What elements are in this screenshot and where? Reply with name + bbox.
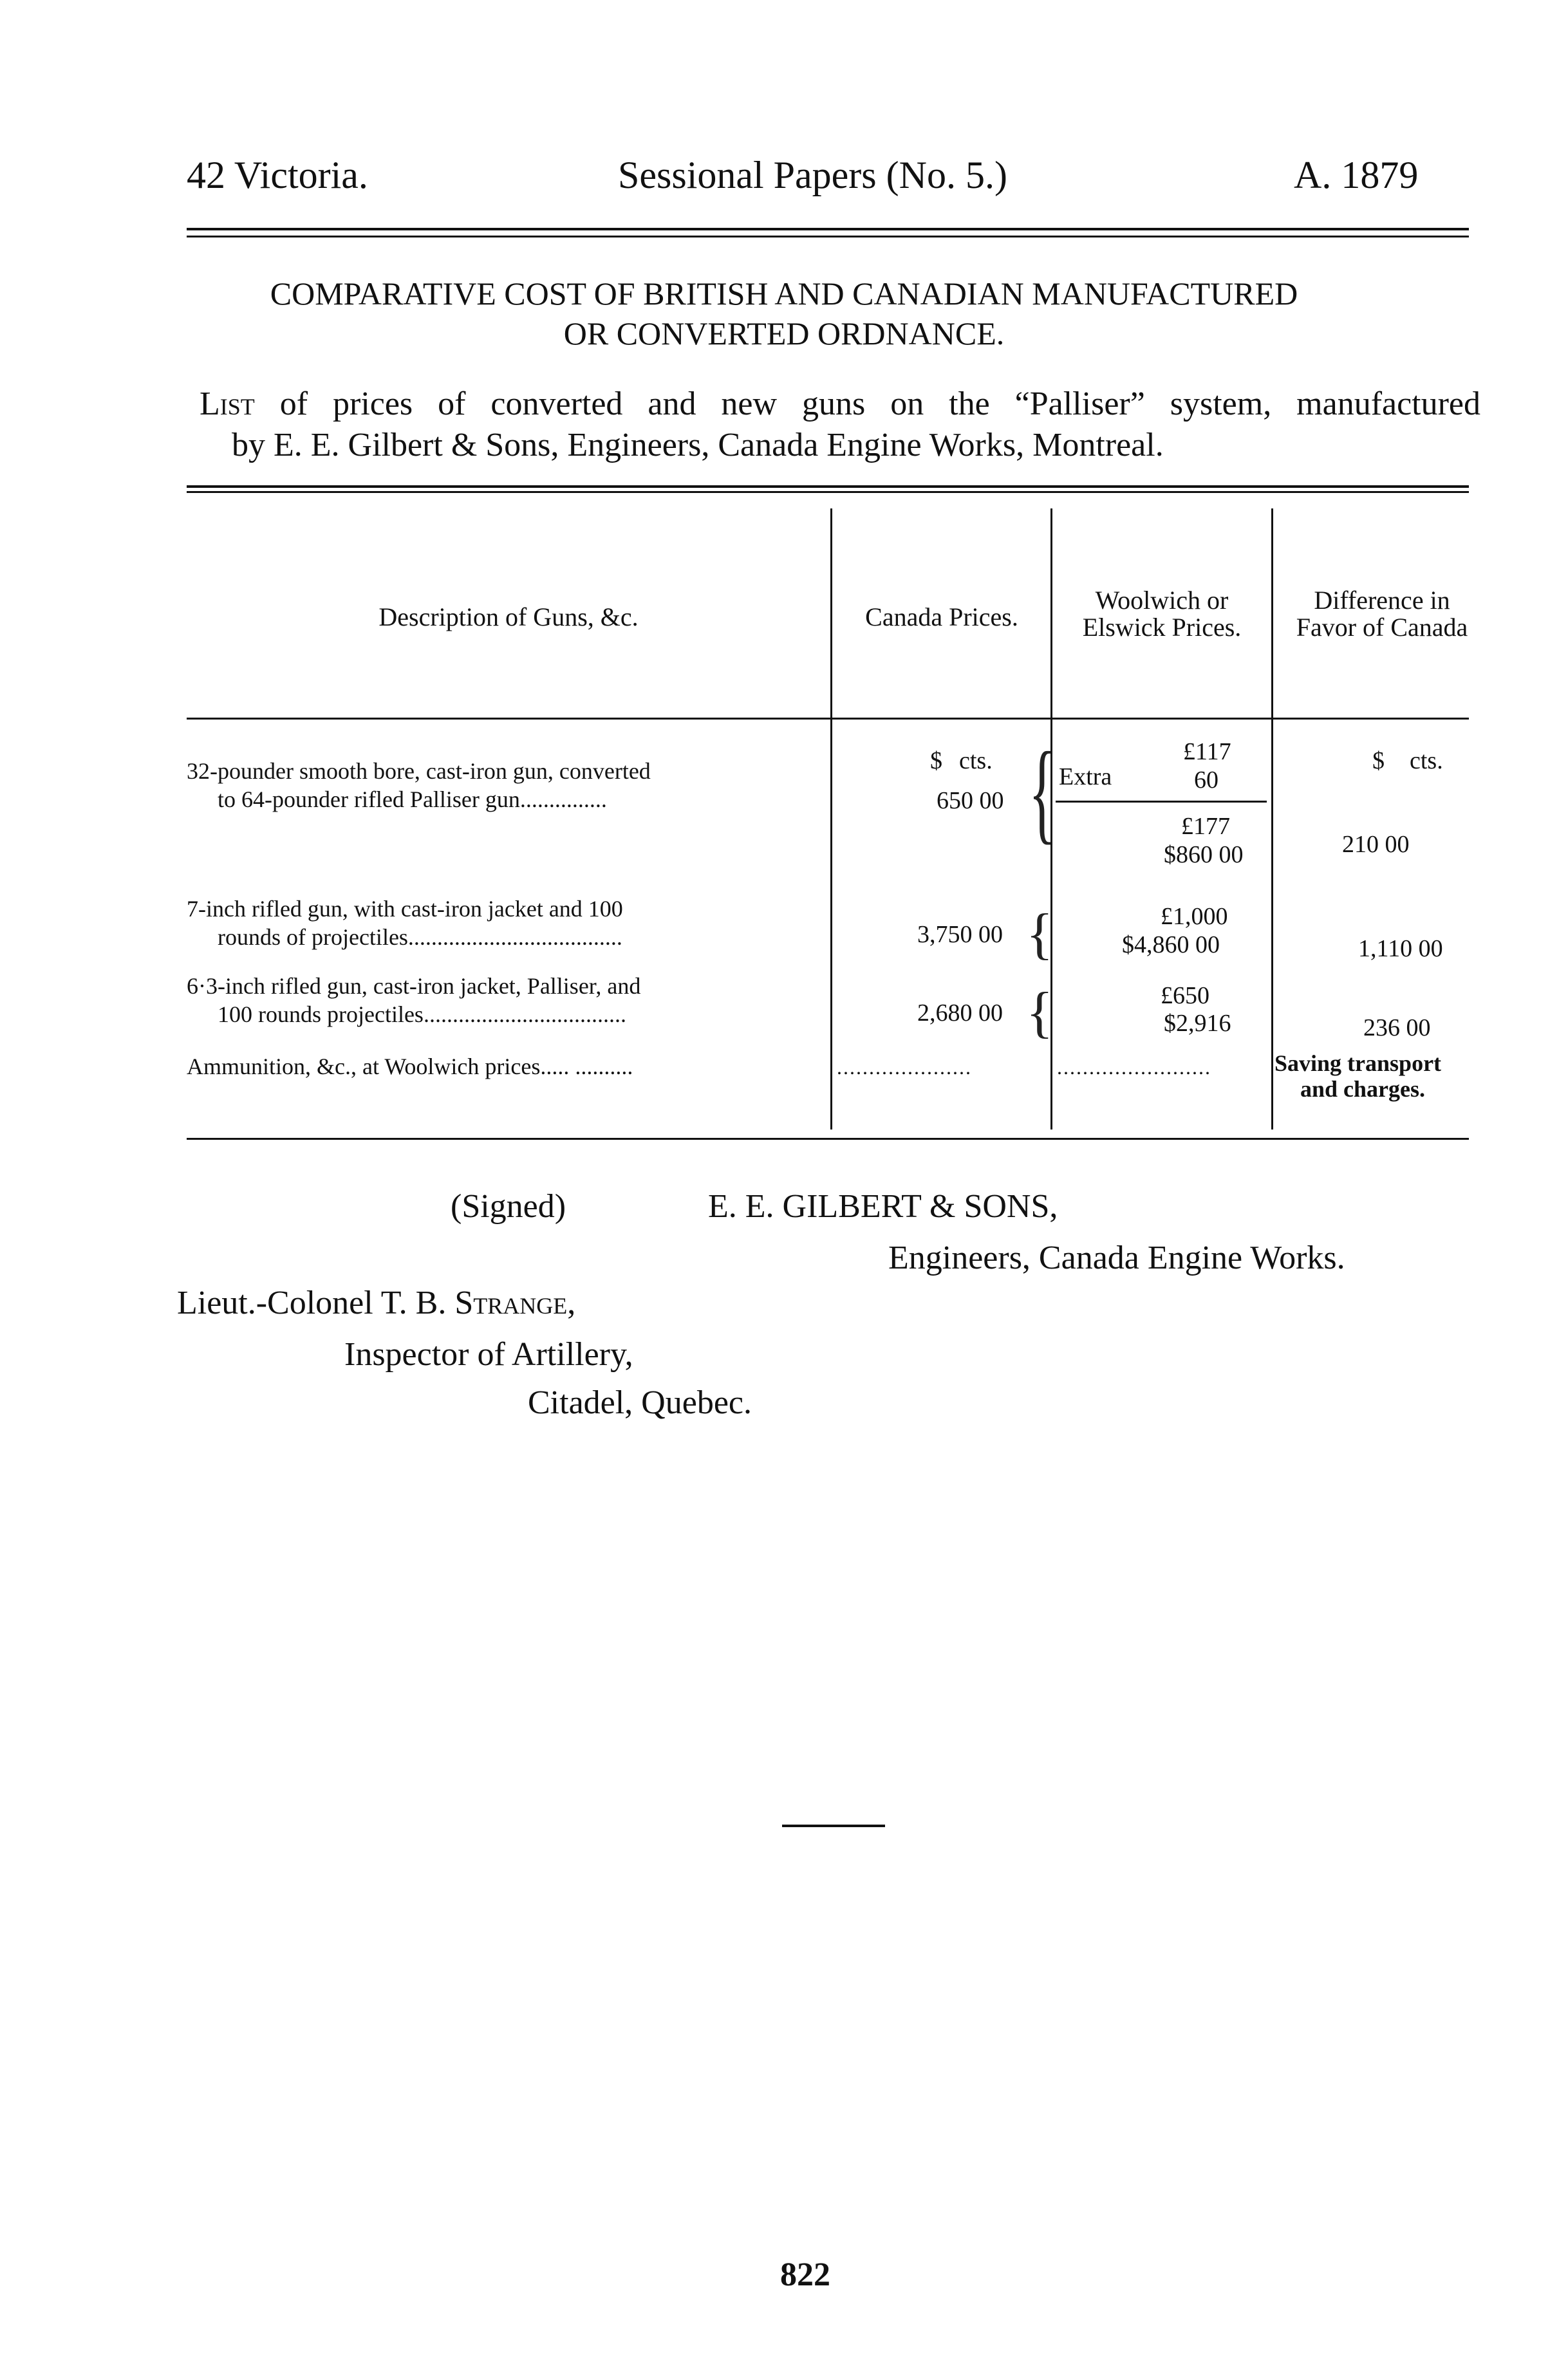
unit-canada-cts: cts. <box>959 747 993 774</box>
signed-label: (Signed) <box>451 1188 566 1225</box>
col-header-canada: Canada Prices. <box>865 602 1018 631</box>
table-row-3-description <box>187 972 827 1028</box>
row3-brace: { <box>1026 981 1054 1044</box>
row3-canada-price: 2,680 00 <box>917 999 1003 1027</box>
table-rule-top <box>187 485 1469 488</box>
row4-difference <box>1274 1050 1487 1102</box>
unit-difference-dollar: $ <box>1372 747 1385 774</box>
firm-name: E. E. GILBERT & SONS, <box>708 1188 1058 1225</box>
row3-woolwich-pounds: £650 <box>1161 982 1209 1009</box>
table-rule-bottom <box>187 1138 1469 1140</box>
table-header-rule <box>187 718 1469 720</box>
table-rule-top-2 <box>187 491 1469 493</box>
table-row-1-description <box>187 757 827 813</box>
row3-woolwich-dollars: $2,916 <box>1164 1010 1231 1037</box>
row1-woolwich-extra-shillings: 60 <box>1194 767 1218 794</box>
addressee-line1 <box>177 1284 575 1322</box>
row4-canada-dots: ..................... <box>837 1055 972 1079</box>
table-row-4-description: Ammunition, &c., at Woolwich prices..... .......... <box>187 1054 633 1079</box>
col-header-woolwich <box>1056 587 1268 641</box>
addressee-line3: Citadel, Quebec. <box>528 1384 752 1421</box>
col-separator-3 <box>1271 508 1273 1130</box>
col-header-difference-l2: Favor of Canada <box>1296 613 1468 642</box>
col-header-description: Description of Guns, &c. <box>378 602 639 631</box>
document-title-line2: OR CONVERTED ORDNANCE. <box>563 315 1005 351</box>
row1-woolwich-extra-pounds: £117 <box>1183 738 1231 765</box>
row1-brace: { <box>1029 730 1056 855</box>
row3-desc-l1: 6·3-inch rifled gun, cast-iron jacket, Palliser, and <box>187 973 641 999</box>
row2-canada-price: 3,750 00 <box>917 921 1003 948</box>
row2-woolwich-pounds: £1,000 <box>1161 903 1228 930</box>
addressee-l1-a: Lieut.-Colonel T. B. <box>177 1285 447 1321</box>
document-title <box>129 274 1439 353</box>
col-separator-1 <box>830 508 832 1130</box>
row1-desc-l2: to 64-pounder rifled Palliser gun............... <box>218 786 607 812</box>
row2-brace: { <box>1026 903 1054 965</box>
addressee-l1-name: Strange <box>454 1285 568 1321</box>
row2-difference: 1,110 00 <box>1358 935 1443 962</box>
running-head-center: Sessional Papers (No. 5.) <box>618 154 1007 196</box>
addressee-line2: Inspector of Artillery, <box>344 1336 633 1373</box>
row1-canada-price: 650 00 <box>937 787 1004 814</box>
running-head-right: A. 1879 <box>1294 154 1419 196</box>
row1-woolwich-divider <box>1056 801 1267 803</box>
firm-subtitle: Engineers, Canada Engine Works. <box>888 1240 1345 1276</box>
page-number: 822 <box>780 2256 830 2293</box>
col-header-woolwich-l2: Elswick Prices. <box>1082 613 1242 642</box>
row3-desc-l2: 100 rounds projectiles................................... <box>218 1001 626 1027</box>
row4-woolwich-dots: ........................ <box>1057 1055 1211 1079</box>
document-title-line1: COMPARATIVE COST OF BRITISH AND CANADIAN MANUFACTURED <box>270 275 1298 311</box>
row2-desc-l1: 7-inch rifled gun, with cast-iron jacket and 100 <box>187 896 623 922</box>
row2-desc-l2: rounds of projectiles..................................... <box>218 924 622 950</box>
row2-woolwich-dollars: $4,860 00 <box>1122 931 1220 958</box>
table-row-2-description <box>187 895 827 951</box>
row3-difference: 236 00 <box>1363 1014 1431 1041</box>
running-head-left: 42 Victoria. <box>187 154 368 196</box>
col-header-woolwich-l1: Woolwich or <box>1095 586 1229 615</box>
row1-desc-l1: 32-pounder smooth bore, cast-iron gun, converted <box>187 758 651 784</box>
header-rule-bottom <box>187 236 1469 237</box>
row1-woolwich-total-pounds: £177 <box>1181 813 1230 840</box>
unit-difference-cts: cts. <box>1410 747 1443 774</box>
intro-line1 <box>200 384 1480 425</box>
col-header-difference-l1: Difference in <box>1314 586 1450 615</box>
header-rule-top <box>187 228 1469 230</box>
section-end-rule <box>782 1825 885 1827</box>
row1-difference: 210 00 <box>1342 831 1410 858</box>
addressee-l1-b: , <box>567 1285 576 1321</box>
intro-lead: List <box>200 386 255 422</box>
intro-line1-rest: of prices of converted and new guns on the “Palliser” system, manufactured <box>279 386 1481 422</box>
row1-woolwich-extra-label: Extra <box>1059 763 1112 790</box>
row4-difference-l1: Saving transport <box>1274 1050 1442 1076</box>
intro-line2: by E. E. Gilbert & Sons, Engineers, Canada Engine Works, Montreal. <box>232 427 1164 463</box>
row1-woolwich-total-dollars: $860 00 <box>1164 841 1244 868</box>
unit-canada-dollar: $ <box>930 747 942 774</box>
col-header-difference <box>1276 587 1488 641</box>
row4-difference-l2: and charges. <box>1300 1076 1426 1102</box>
